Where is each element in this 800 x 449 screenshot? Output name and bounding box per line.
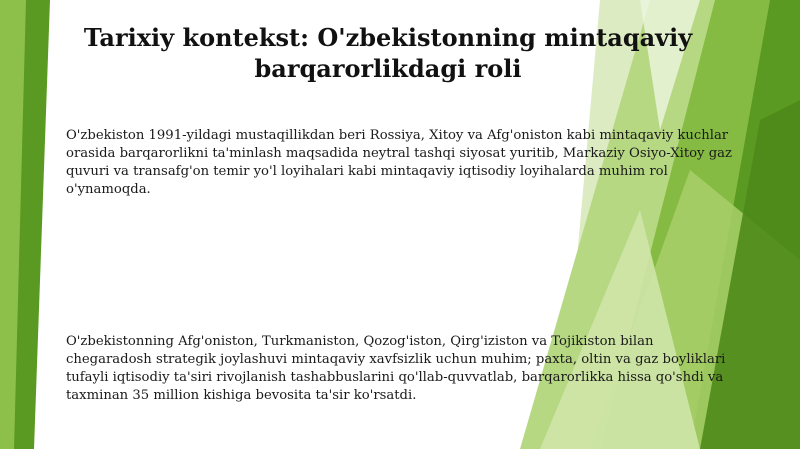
paragraph-historical-context: O'zbekiston 1991-yildagi mustaqillikdan beri Rossiya, Xitoy va Afg'oniston kabi mintaqaviy kuchlar orasida barqarorlikni ta'minlash maqsadida neytral tashqi siyosat yuritib, Markaziy Osiyo-Xitoy gaz quvuri va transafg'on temir yo'l loyihalari kabi mintaqaviy iqtisodiy loyihalarda muhim rol o'ynamoqda.	[66, 128, 732, 197]
paragraph-strategic-location: O'zbekistonning Afg'oniston, Turkmaniston, Qozog'iston, Qirg'iziston va Tojikiston bilan chegaradosh strategik joylashuvi mintaqaviy xavfsizlik uchun muhim; paxta, oltin va gaz boyliklari tufayli iqtisodiy ta'siri rivojlanish tashabbuslarini qo'llab-quvvatlab, barqarorlikka hissa qo'shdi va taxminan 35 million kishiga bevosita ta'sir ko'rsatdi.	[66, 334, 726, 403]
slide-title: Tarixiy kontekst: O'zbekistonning mintaqaviy barqarorlikdagi roli	[83, 23, 693, 83]
